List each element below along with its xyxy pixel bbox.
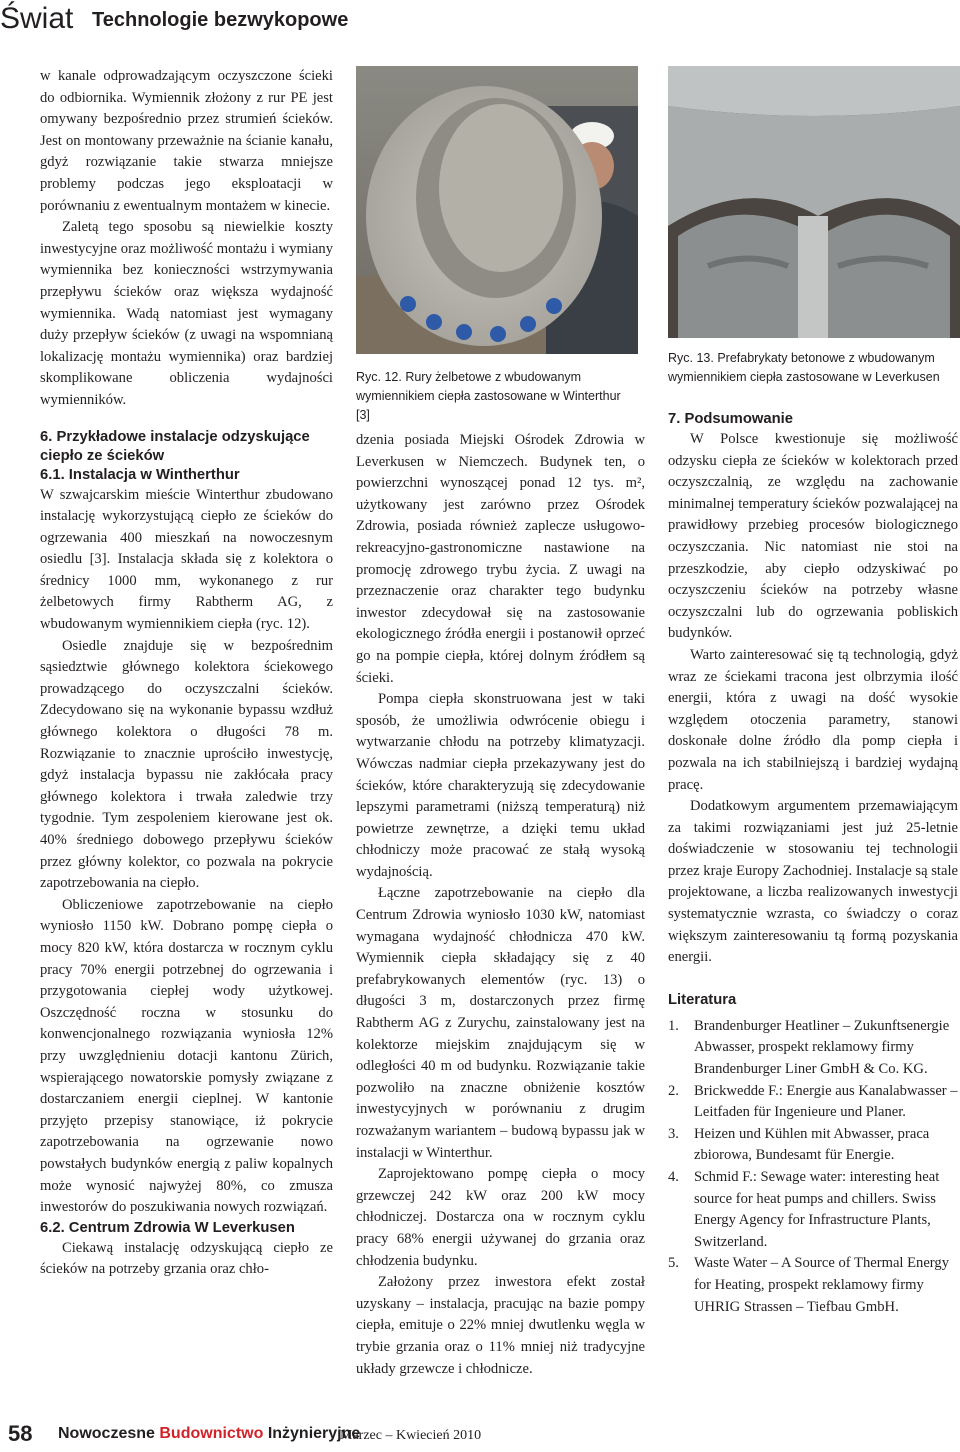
paragraph: Warto zainteresować się tą technologią, gdyż wraz ze ściekami tracona jest olbrzymia ilość energii, która z uwagi na dość wysokie względem otoczenia parametry, stanowi doskonałe dolne źródło dla pomp ciepła i pozwala na ich stabilniejszą i bardziej wydajną pracę. (668, 646, 958, 793)
heading-6: 6. Przykładowe instalacje odzyskujące ciepło ze ścieków (40, 428, 310, 464)
issue-date: Marzec – Kwiecień 2010 (340, 1428, 482, 1443)
paragraph: Ciekawą instalację odzyskującą ciepło ze ścieków na potrzeby grzania oraz chło- (40, 1239, 333, 1278)
page-number: 58 (8, 1421, 33, 1446)
paragraph: Zaprojektowano pompę ciepła o mocy grzewczej 242 kW oraz 200 kW mocy chłodniczej. Dostarcza ona w rocznym cyklu pracy 68% energii używanej do grzania oraz chłodzenia budynku. (356, 1166, 645, 1269)
figure-13-caption: Ryc. 13. Prefabrykaty betonowe z wbudowanym wymiennikiem ciepła zastosowane w Leverkusen (668, 351, 940, 384)
paragraph: W Polsce kwestionuje się możliwość odzysku ciepła ze ścieków w kolektorach przed oczyszczalnią, ze względu na zachowanie minimalnej temperatury ścieków pozwalającej na prawidłowy przebieg procesów biologicznego oczyszczania. Nic natomiast nie stoi na przeszkodzie, aby ciepło odzyskiwać po oczyszczeniu ścieków na potrzeby własne oczyszczalni lub do ogrzewania pobliskich budynków. (668, 431, 958, 642)
heading-7: 7. Podsumowanie (668, 411, 793, 427)
reference-item: 1. Brandenburger Heatliner – Zukunftsenergie Abwasser, prospekt reklamowy firmy Brandenburger Liner GmbH & Co. KG. (668, 1017, 950, 1078)
reference-item: 2. Brickwedde F.: Energie aus Kanalabwasser – Leitfaden für Ingenieure und Planer. (668, 1082, 958, 1121)
reference-item: 3. Heizen und Kühlen mit Abwasser, praca zbiorowa, Bundesamt für Energie. (668, 1125, 930, 1164)
paragraph: Obliczeniowe zapotrzebowanie na ciepło wyniosło 1150 kW. Dobrano pompę ciepła o mocy 820 kW, która dostarcza w rocznym cyklu pracy 70% energii potrzebnej do ogrzewania i przygotowania ciepłej wody użytkowej. Oszczędność roczna w stosunku do konwencjonalnego rozwiązania wyniosła 12% przy uwzględnieniu dotacji kantonu Zürich, wspierającego nowatorskie pomysły związane z dostarczaniem energii cieplnej. W kantonie przyjęto przepisy stanowiące, iż pokrycie zapotrzebowania na ogrzewanie nowo powstałych budynków energią z paliw kopalnych może wynosić najwyżej 80%, co zmusza inwestorów do poszukiwania nowych rozwiązań. (40, 896, 333, 1216)
section-title: Świat (0, 2, 74, 35)
paragraph: Pompa ciepła skonstruowana jest w taki sposób, że umożliwia odwrócenie obiegu i wytwarzanie chłodu na potrzeby klimatyzacji. Wówczas nadmiar ciepła przekazywany jest do ścieków, które charakteryzują się zdecydowanie lepszymi parametrami (niższą temperaturą) niż powietrze zewnętrze, a dzięki temu układ chłodniczy może pracować ze stałą wysoką wydajnością. (356, 691, 645, 880)
column-3 (668, 410, 958, 1318)
paragraph: Dodatkowym argumentem przemawiającym za takimi rozwiązaniami jest już 25-letnie doświadczenie w stosowaniu tej technologii przez kraje Europy Zachodniej. Instalacje są stale projektowane, a liczba realizowanych inwestycji systematycznie wzrasta, co świadczy o coraz większym zainteresowaniu tą formą pozyskania energii. (668, 798, 958, 966)
reference-item: 5. Waste Water – A Source of Thermal Energy for Heating, prospekt reklamowy firmy UHRIG Strassen – Tiefbau GmbH. (668, 1255, 949, 1315)
figure-12-photo (356, 66, 638, 354)
paragraph: w kanale odprowadzającym oczyszczone ścieki do odbiornika. Wymiennik złożony z rur PE jest omywany bezpośrednio przez strumień ścieków. Jest on montowany przeważnie na ścianie kanału, gdyż rozwiązanie takie stwarza mniejsze problemy podczas jego eksploatacji w porównaniu z ewentualnym montażem w kinecie. (40, 68, 333, 214)
magazine-title: Nowoczesne Budownictwo Inżynieryjne (58, 1425, 361, 1442)
figure-13-photo (668, 66, 960, 338)
reference-list (668, 1016, 958, 1318)
paragraph: W szwajcarskim mieście Winterthur zbudowano instalację wykorzystującą ciepło ze ścieków do ogrzewania 400 mieszkań na nowoczesnym osiedlu [3]. Instalacja składa się z kolektora o średnicy 1000 mm, wykonanego z rur żelbetowych firmy Rabtherm AG, z wbudowanym wymiennikiem ciepła (ryc. 12). (40, 486, 333, 633)
reference-item: 4. Schmid F.: Sewage water: interesting heat source for heat pumps and chillers. Swiss Energy Agency for Infrastructure Plants, Switzerland. (668, 1169, 940, 1250)
section-subtitle: Technologie bezwykopowe (92, 9, 349, 31)
paragraph: Zaletą tego sposobu są niewielkie koszty inwestycyjne oraz możliwość montażu i wymiany wymiennika bez konieczności wstrzymywania przepływu ścieków oraz większa wydajność wymiennika. Wadą natomiast jest wymagany duży przepływ ścieków (z uwagi na wspomnianą lokalizację montażu wymiennika) oraz bardziej skomplikowane obliczenia wydajności wymienników. (40, 219, 333, 408)
column-2 (356, 430, 645, 1380)
paragraph: Łączne zapotrzebowanie na ciepło dla Centrum Zdrowia wyniosło 1030 kW, natomiast wymagana wydajność chłodnicza 470 kW. Wymiennik ciepła składający się z 40 prefabrykowanych elementów (ryc. 13) o długości 3 m, dostarczonych przez firmę Rabtherm AG z Zurychu, zainstalowany jest na kolektorze miejskim znajdującym się w odległości 40 m od budynku. Rozwiązanie takie pozwoliło na znaczne obniżenie kosztów inwestycyjnych w porównaniu z drugim rozważanym wariantem – budową bypassu jak w instalacji w Winterthur. (356, 885, 645, 1161)
concrete-pipe-image (356, 66, 638, 354)
literature-heading: Literatura (668, 991, 737, 1008)
prefabricated-elements-image (668, 66, 960, 338)
figure-12-caption: Ryc. 12. Rury żelbetowe z wbudowanym wymiennikiem ciepła zastosowane w Winterthur [3] (356, 370, 621, 422)
heading-6-2: 6.2. Centrum Zdrowia W Leverkusen (40, 1219, 295, 1236)
paragraph: dzenia posiada Miejski Ośrodek Zdrowia w Leverkusen w Niemczech. Budynek ten, o powierzchni wynoszącej ponad 12 tys. m², użytkowany jest zarówno przez Ośrodek Zdrowia, posiada również zaplecze usługowo-rekreacyjno-gastronomiczne nastawione na promocję zdrowego trybu życia. Z uwagi na przeznaczenie oraz charakter tego budynku inwestor zdecydował się na zastosowanie ekologicznego źródła energii i postanowił oprzeć go na pompie ciepła, której dolnym źródłem są ścieki. (356, 432, 645, 686)
paragraph: Założony przez inwestora efekt został uzyskany – instalacja, pracując na bazie pompy ciepła, emituje o 22% mniej dwutlenku węgla w trybie grzania oraz o 11% mniej niż tradycyjne układy grzewcze i chłodnicze. (356, 1274, 645, 1377)
paragraph: Osiedle znajduje się w bezpośrednim sąsiedztwie głównego kolektora ściekowego prowadzącego do oczyszczalni ścieków. Zdecydowano się na wykonanie bypassu wzdłuż głównego kolektora o długości 78 m. Rozwiązanie to znacznie uprościło inwestycję, gdyż instalacja bypassu nie zakłócała pracy głównego kolektora i trwała zaledwie trzy tygodnie. Tym zespoleniem kierowane jest ok. 40% średniego dobowego przepływu ścieków przez główny kolektor, co pozwala na pokrycie zapotrzebowania na ciepło. (40, 637, 333, 892)
heading-6-1: 6.1. Instalacja w Wintherthur (40, 466, 240, 483)
column-1 (40, 66, 333, 1281)
